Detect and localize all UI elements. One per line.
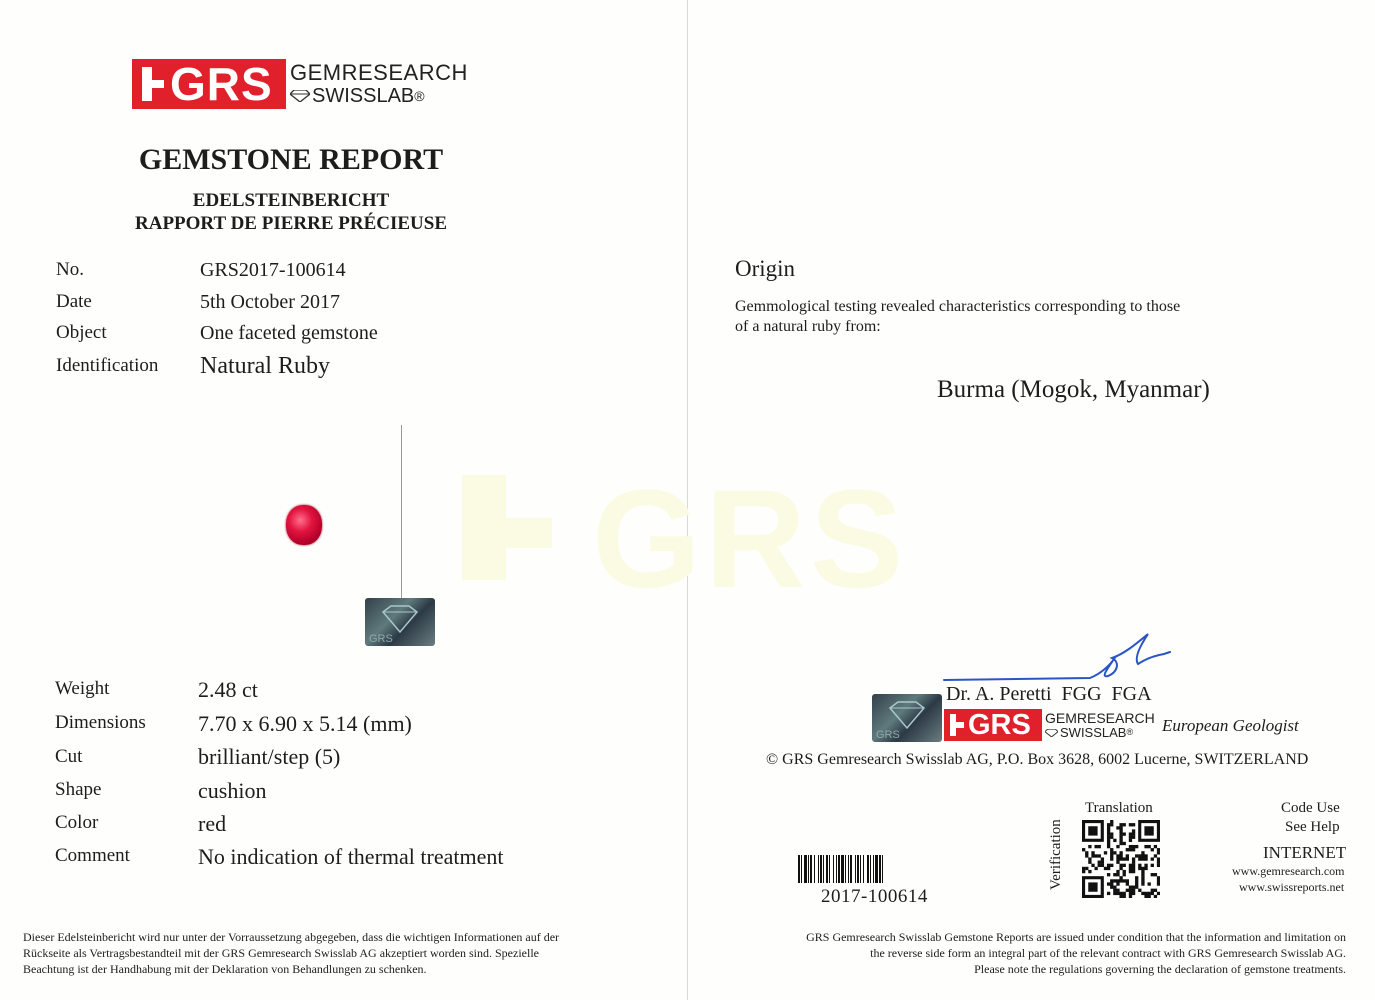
number-label: No. (56, 259, 84, 280)
origin-heading: Origin (735, 256, 796, 281)
diamond-icon (290, 90, 310, 102)
gemresearch-wordmark: GEMRESEARCH (290, 60, 468, 85)
color-value: red (198, 811, 227, 836)
dimensions-value: 7.70 x 6.90 x 5.14 (mm) (198, 711, 412, 736)
verification-label: Verification (1048, 819, 1064, 890)
watermark-cross (462, 475, 506, 580)
hologram-seal (872, 694, 942, 742)
report-subtitle-fr: RAPPORT DE PIERRE PRÉCIEUSE (135, 213, 447, 234)
registered-mark: ® (1126, 727, 1134, 737)
origin-value: Burma (Mogok, Myanmar) (937, 376, 1210, 403)
signatory-name: Dr. A. Peretti FGG FGA (946, 683, 1152, 705)
date-label: Date (56, 291, 92, 312)
ruby-photo (286, 505, 322, 545)
origin-text-line: of a natural ruby from: (735, 318, 881, 335)
weight-value: 2.48 ct (198, 677, 258, 702)
grs-logo-small (944, 709, 1155, 741)
barcode (798, 855, 956, 883)
website-link[interactable]: www.swissreports.net (1239, 880, 1345, 894)
pointer-line (401, 425, 402, 600)
svg-text:GRS: GRS (876, 729, 900, 741)
watermark-text: GRS (592, 460, 908, 617)
registered-mark: ® (414, 88, 425, 104)
swiss-cross-icon (142, 67, 152, 101)
grs-logo (132, 59, 468, 109)
identification-label: Identification (56, 355, 159, 376)
hologram-seal (365, 598, 435, 646)
footer-line: Beachtung ist der Handhabung mit der Deklaration von Behandlungen zu schenken. (23, 962, 427, 976)
dimensions-label: Dimensions (55, 712, 146, 733)
barcode-bar (883, 855, 885, 883)
footer-line: Dieser Edelsteinbericht wird nur unter der Vorraussetzung abgegeben, dass die wichtigen Informationen auf der (23, 930, 560, 944)
object-label: Object (56, 322, 107, 343)
comment-label: Comment (55, 845, 130, 866)
diamond-icon (1045, 729, 1058, 737)
color-label: Color (55, 812, 99, 833)
origin-text-line: Gemmological testing revealed characteristics corresponding to those (735, 298, 1181, 315)
report-subtitle-de: EDELSTEINBERICHT (192, 190, 390, 211)
identification-value: Natural Ruby (200, 353, 330, 379)
footer-disclaimer-en (728, 929, 1346, 977)
website-link[interactable]: www.gemresearch.com (1232, 864, 1345, 878)
number-value: GRS2017-100614 (200, 259, 346, 281)
watermark-cross-arm (506, 518, 552, 548)
footer-line: GRS Gemresearch Swisslab Gemstone Reports are issued under condition that the information and limitation on (806, 930, 1346, 944)
internet-label: INTERNET (1263, 843, 1347, 862)
shape-label: Shape (55, 779, 102, 800)
report-number-caption: 2017-100614 (821, 886, 928, 907)
footer-disclaimer-de (23, 929, 663, 977)
svg-text:GRS: GRS (369, 633, 393, 645)
gemresearch-wordmark: GEMRESEARCH (1045, 710, 1155, 726)
comment-value: No indication of thermal treatment (198, 844, 504, 869)
grs-logo-mark: GRS (170, 58, 273, 110)
signature-image (940, 628, 1180, 686)
footer-line: Rückseite als Vertragsbestandteil mit der GRS Gemresearch Swisslab AG akzeptiert worden sind. Spezielle (23, 946, 539, 960)
shape-value: cushion (198, 778, 267, 803)
footer-line: the reverse side form an integral part of the relevant contract with GRS Gemresearch Swisslab AG. (870, 946, 1346, 960)
signatory-title: European Geologist (1162, 716, 1299, 735)
cut-label: Cut (55, 746, 83, 767)
code-use-label: Code Use (1281, 800, 1340, 816)
date-value: 5th October 2017 (200, 291, 340, 313)
translation-label: Translation (1085, 800, 1153, 816)
weight-label: Weight (55, 678, 110, 699)
cut-value: brilliant/step (5) (198, 744, 341, 769)
swisslab-wordmark: SWISSLAB (312, 85, 415, 107)
copyright-line: © GRS Gemresearch Swisslab AG, P.O. Box 3628, 6002 Lucerne, SWITZERLAND (766, 751, 1309, 768)
grs-logo-mark: GRS (968, 708, 1031, 741)
see-help-label: See Help (1285, 819, 1340, 835)
qr-code[interactable] (1082, 820, 1160, 898)
object-value: One faceted gemstone (200, 322, 378, 344)
report-title: GEMSTONE REPORT (138, 143, 444, 176)
footer-line: Please note the regulations governing the declaration of gemstone treatments. (974, 962, 1346, 976)
swisslab-wordmark: SWISSLAB (1060, 725, 1127, 740)
